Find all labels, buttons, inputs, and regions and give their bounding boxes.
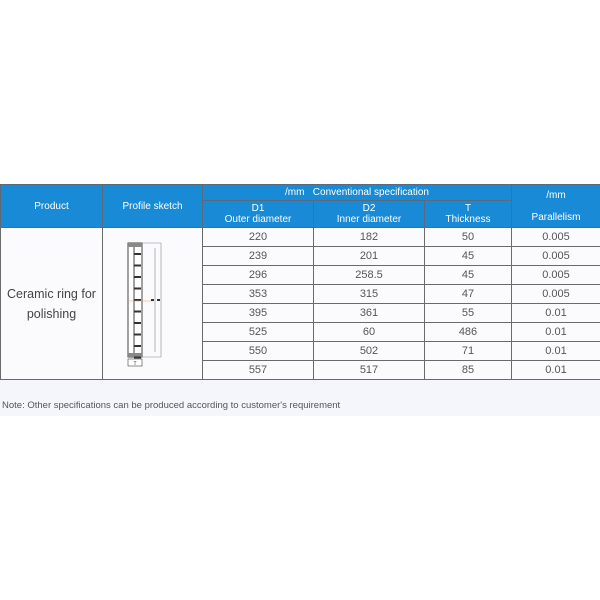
header-d2 xyxy=(314,201,425,228)
cell-d1: 239 xyxy=(203,247,314,266)
cell-d2: 201 xyxy=(314,247,425,266)
d1-code: D1 xyxy=(251,203,265,214)
footnote: Note: Other specifications can be produced according to customer's requirement xyxy=(2,400,341,411)
header-profile-sketch: Profile sketch xyxy=(103,185,203,228)
svg-text:T: T xyxy=(132,360,137,367)
header-t xyxy=(425,201,512,228)
table-row xyxy=(1,228,600,247)
cell-d1: 395 xyxy=(203,304,314,323)
product-name: Ceramic ring for polishing xyxy=(1,228,103,380)
header-conventional-spec xyxy=(203,185,512,201)
cell-parallelism: 0.005 xyxy=(512,247,600,266)
spec-table xyxy=(0,184,600,380)
profile-sketch xyxy=(103,228,203,380)
cell-parallelism: 0.01 xyxy=(512,361,600,380)
cell-parallelism: 0.01 xyxy=(512,342,600,361)
ring-profile-sketch-icon xyxy=(123,239,183,369)
t-label: Thickness xyxy=(445,214,491,225)
cell-d2: 502 xyxy=(314,342,425,361)
unit-label: /mm xyxy=(285,187,305,198)
cell-d1: 525 xyxy=(203,323,314,342)
cell-parallelism: 0.005 xyxy=(512,285,600,304)
cell-d1: 220 xyxy=(203,228,314,247)
cell-d2: 60 xyxy=(314,323,425,342)
cell-parallelism: 0.005 xyxy=(512,266,600,285)
header-parallelism xyxy=(512,185,600,228)
cell-t: 50 xyxy=(425,228,512,247)
cell-t: 47 xyxy=(425,285,512,304)
d2-code: D2 xyxy=(362,203,376,214)
cell-parallelism: 0.01 xyxy=(512,304,600,323)
cell-d2: 258.5 xyxy=(314,266,425,285)
cell-d2: 517 xyxy=(314,361,425,380)
cell-d1: 296 xyxy=(203,266,314,285)
cell-t: 71 xyxy=(425,342,512,361)
header-d1 xyxy=(203,201,314,228)
cell-parallelism: 0.01 xyxy=(512,323,600,342)
cell-parallelism: 0.005 xyxy=(512,228,600,247)
cell-t: 45 xyxy=(425,266,512,285)
cell-t: 45 xyxy=(425,247,512,266)
cell-t: 55 xyxy=(425,304,512,323)
cell-d1: 353 xyxy=(203,285,314,304)
header-product: Product xyxy=(1,185,103,228)
d1-label: Outer diameter xyxy=(224,214,292,225)
parallelism-label: Parallelism xyxy=(531,211,581,223)
cell-t: 85 xyxy=(425,361,512,380)
d2-label: Inner diameter xyxy=(336,214,402,225)
cell-d2: 182 xyxy=(314,228,425,247)
cell-d2: 361 xyxy=(314,304,425,323)
unit-label: /mm xyxy=(546,189,566,201)
cell-d1: 550 xyxy=(203,342,314,361)
group-title: Conventional specification xyxy=(312,187,429,198)
t-code: T xyxy=(464,203,472,214)
cell-d1: 557 xyxy=(203,361,314,380)
cell-d2: 315 xyxy=(314,285,425,304)
cell-t: 486 xyxy=(425,323,512,342)
